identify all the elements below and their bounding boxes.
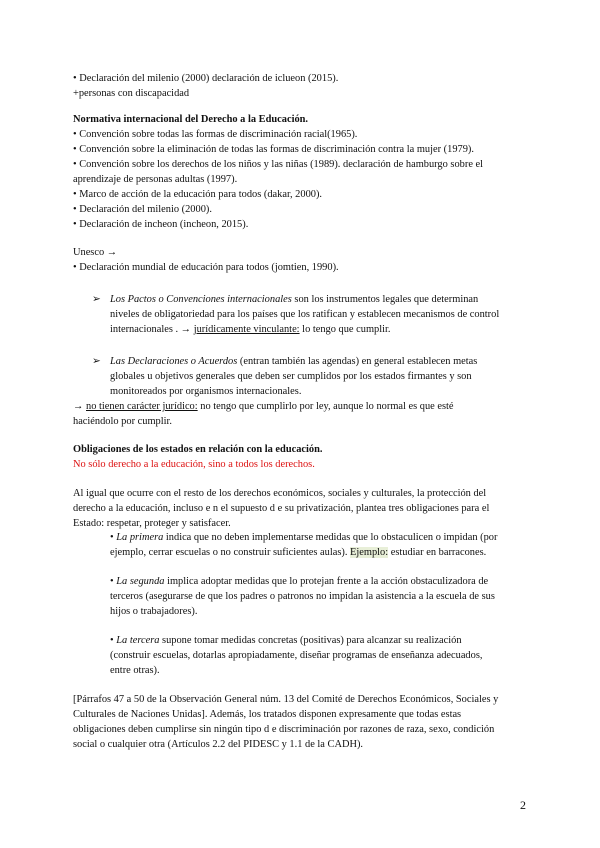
section-heading-obligaciones: Obligaciones de los estados en relación con la educación.: [73, 444, 323, 455]
text-line: (construir escuelas, dotarlas apropiadamente, diseñar programas de enseñanza adecuados,: [110, 650, 483, 661]
text-line: Los Pactos o Convenciones internacionales son los instrumentos legales que determinan: [110, 294, 479, 305]
list-item: • Declaración del milenio (2000).: [73, 204, 212, 215]
bullet-item: • La segunda implica adoptar medidas que lo protejan frente a la acción obstaculizadora de: [110, 576, 489, 587]
text-line: social o cualquier otra (Artículos 2.2 del PIDESC y 1.1 de la CADH).: [73, 739, 364, 750]
text-line: ejemplo, cerrar escuelas o no construir suficientes aulas). Ejemplo: estudiar en barracones.: [110, 547, 487, 558]
page-number: 2: [520, 798, 526, 812]
text-line: Culturales de Naciones Unidas]. Además, los tratados disponen expresamente que todas estas: [73, 709, 462, 720]
underlined-term: jurídicamente vinculante:: [193, 324, 300, 335]
list-item: • Declaración de incheon (incheon, 2015).: [73, 219, 249, 230]
list-item: • Convención sobre los derechos de los niños y las niñas (1989). declaración de hamburgo sobre el: [73, 159, 484, 170]
text-line: +personas con discapacidad: [73, 88, 190, 99]
text-line: internacionales . → jurídicamente vinculante: lo tengo que cumplir.: [110, 324, 391, 335]
bullet-item: • La primera indica que no deben implementarse medidas que lo obstaculicen o impidan (por: [110, 532, 498, 543]
underlined-term: no tienen carácter jurídico:: [86, 401, 198, 412]
text-line: [Párrafos 47 a 50 de la Observación General núm. 13 del Comité de Derechos Económicos, Sociales y: [73, 694, 499, 705]
text-line: → no tienen carácter jurídico: no tengo que cumplirlo por ley, aunque lo normal es que esté: [73, 401, 454, 412]
text-line: haciéndolo por cumplir.: [73, 416, 172, 427]
italic-term: La segunda: [116, 576, 165, 587]
italic-term: La primera: [116, 532, 164, 543]
list-item-continuation: aprendizaje de personas adultas (1997).: [73, 174, 238, 185]
list-item: • Declaración mundial de educación para todos (jomtien, 1990).: [73, 262, 339, 273]
italic-term: Las Declaraciones o Acuerdos: [110, 356, 238, 367]
red-note: No sólo derecho a la educación, sino a todos los derechos.: [73, 459, 315, 470]
bullet-item: • La tercera supone tomar medidas concretas (positivas) para alcanzar su realización: [110, 635, 462, 646]
italic-term: Los Pactos o Convenciones internacionales: [110, 294, 292, 305]
highlighted-term: Ejemplo:: [350, 547, 389, 558]
text-line: globales u objetivos generales que deben ser cumplidos por los estados firmantes y son: [110, 371, 472, 382]
section-heading-normativa: Normativa internacional del Derecho a la Educación.: [73, 114, 309, 125]
text-line: hijos o trabajadores).: [110, 606, 198, 617]
text-line: entre otras).: [110, 665, 160, 676]
text-line: terceros (asegurarse de que los padres o patronos no impidan la asistencia a la escuela de sus: [110, 591, 495, 602]
arrow-bullet-icon: ➢: [92, 294, 101, 305]
list-item: • Convención sobre la eliminación de todas las formas de discriminación contra la mujer (1979).: [73, 144, 474, 155]
text-line: • Declaración del milenio (2000) declaración de iclueon (2015).: [73, 73, 339, 84]
unesco-label: Unesco →: [73, 247, 118, 258]
list-item: • Marco de acción de la educación para todos (dakar, 2000).: [73, 189, 323, 200]
text-line: Las Declaraciones o Acuerdos (entran también las agendas) en general establecen metas: [110, 356, 478, 367]
text-line: monitoreados por organismos internacionales.: [110, 386, 302, 397]
text-line: niveles de obligatoriedad para los países que los ratifican y establecen mecanismos de control: [110, 309, 500, 320]
italic-term: La tercera: [116, 635, 160, 646]
text-line: derecho a la educación, incluso e n el supuesto d e su privatización, plantea tres obligaciones para el: [73, 503, 490, 514]
arrow-bullet-icon: ➢: [92, 356, 101, 367]
text-line: obligaciones deben cumplirse sin ningún tipo d e discriminación por razones de raza, sexo, condición: [73, 724, 495, 735]
list-item: • Convención sobre todas las formas de discriminación racial(1965).: [73, 129, 358, 140]
text-line: Estado: respetar, proteger y satisfacer.: [73, 518, 231, 529]
text-line: Al igual que ocurre con el resto de los derechos económicos, sociales y culturales, la protección del: [73, 488, 487, 499]
